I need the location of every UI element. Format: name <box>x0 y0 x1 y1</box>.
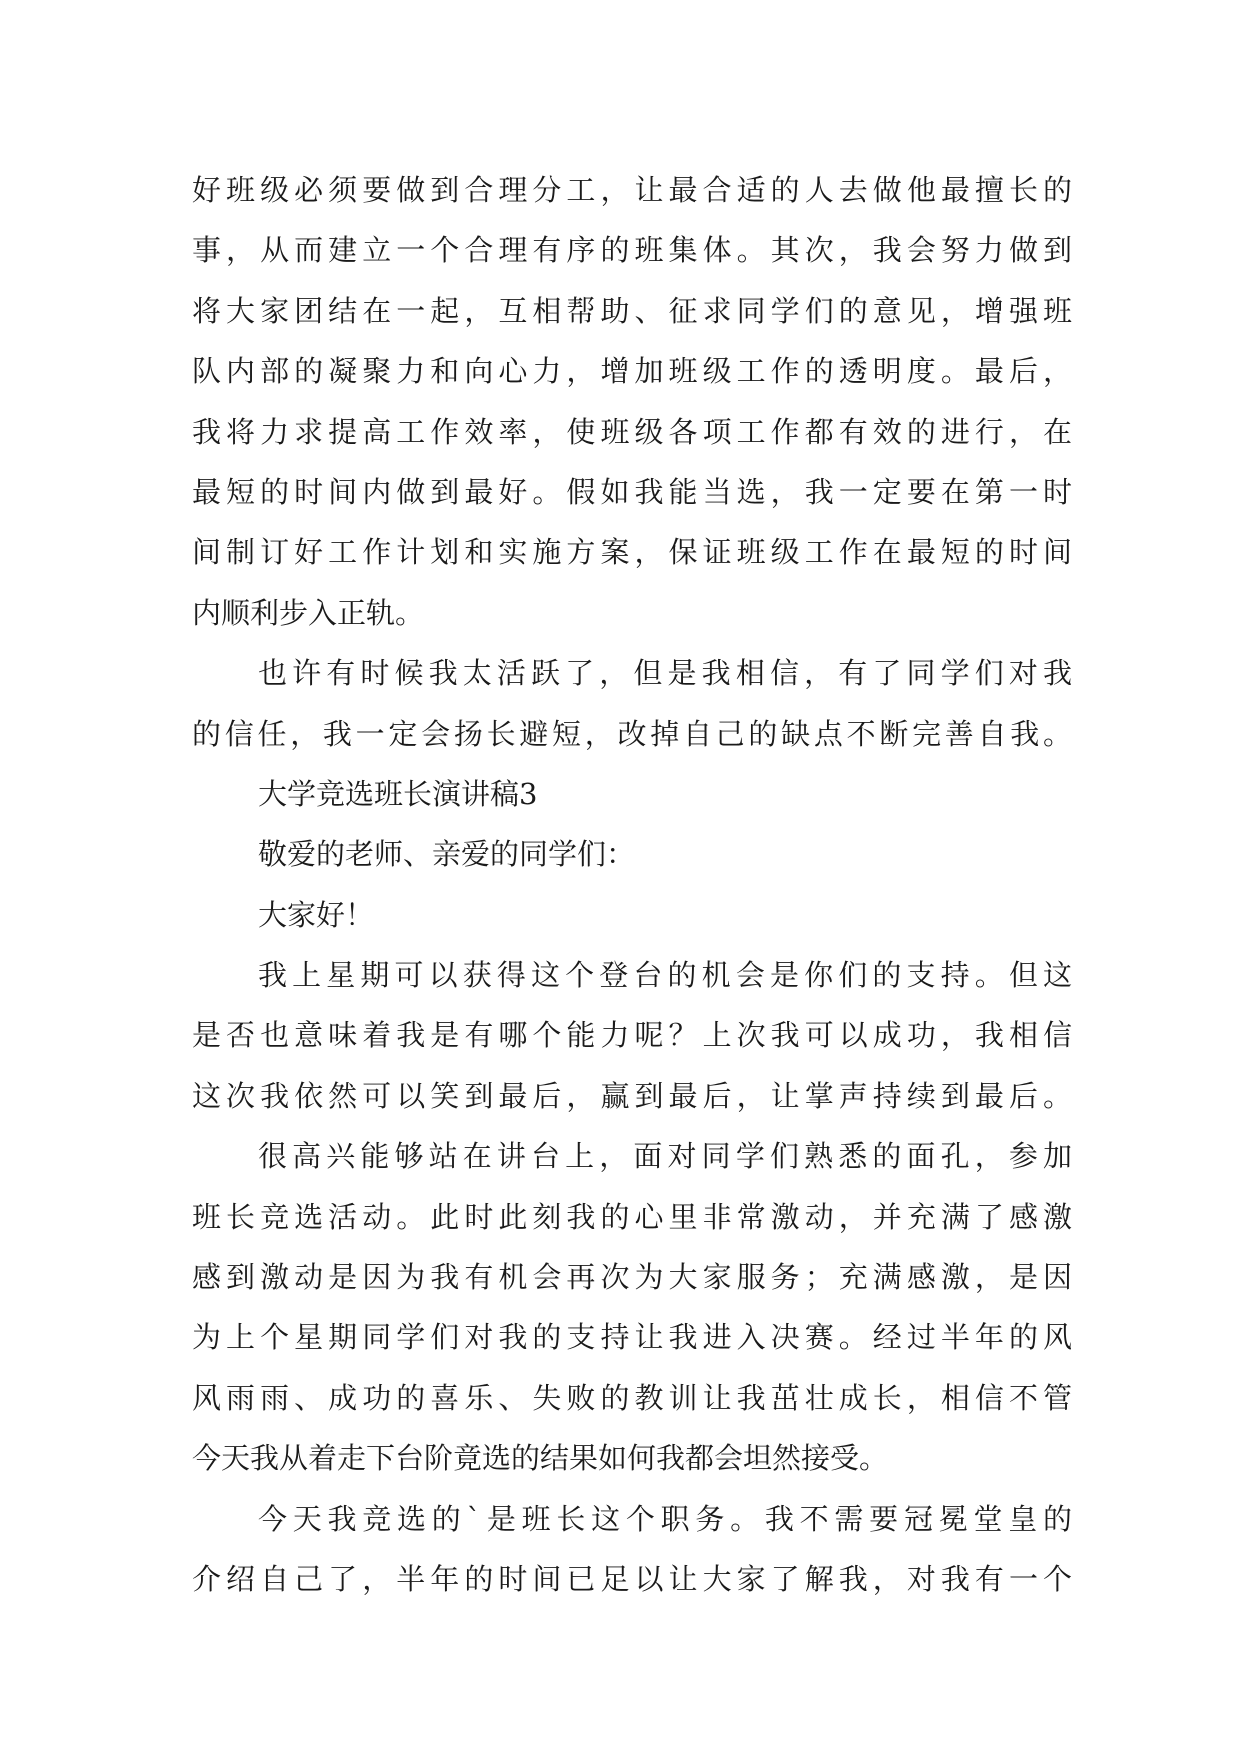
text-line: 好班级必须要做到合理分工，让最合适的人去做他最擅长的 <box>192 173 1072 207</box>
text-line: 大学竞选班长演讲稿3 <box>258 776 538 811</box>
text-line: 今天我竞选的`是班长这个职务。我不需要冠冕堂皇的 <box>258 1501 1072 1536</box>
text-line: 感到激动是因为我有机会再次为大家服务；充满感激，是因 <box>192 1260 1072 1295</box>
text-line: 很高兴能够站在讲台上，面对同学们熟悉的面孔，参加 <box>258 1139 1072 1174</box>
text-line: 队内部的凝聚力和向心力，增加班级工作的透明度。最后， <box>192 354 1072 389</box>
text-line: 这次我依然可以笑到最后，赢到最后，让掌声持续到最后。 <box>192 1078 1072 1113</box>
text-line: 我将力求提高工作效率，使班级各项工作都有效的进行，在 <box>192 414 1072 449</box>
document-body <box>192 160 1072 1609</box>
text-line: 为上个星期同学们对我的支持让我进入决赛。经过半年的风 <box>192 1320 1072 1355</box>
text-line: 大家好！ <box>258 897 375 932</box>
text-line: 也许有时候我太活跃了，但是我相信，有了同学们对我 <box>258 656 1072 691</box>
text-line: 风雨雨、成功的喜乐、失败的教训让我茁壮成长，相信不管 <box>192 1380 1072 1415</box>
text-line: 介绍自己了，半年的时间已足以让大家了解我，对我有一个 <box>192 1561 1072 1596</box>
text-line: 的信任，我一定会扬长避短，改掉自己的缺点不断完善自我。 <box>192 716 1072 751</box>
text-line: 是否也意味着我是有哪个能力呢？上次我可以成功，我相信 <box>192 1018 1072 1053</box>
text-line: 今天我从着走下台阶竟选的结果如何我都会坦然接受。 <box>192 1441 889 1476</box>
text-line: 内顺利步入正轨。 <box>192 595 425 630</box>
text-line: 最短的时间内做到最好。假如我能当选，我一定要在第一时 <box>192 474 1072 509</box>
text-line: 事，从而建立一个合理有序的班集体。其次，我会努力做到 <box>192 233 1072 268</box>
text-line: 敬爱的老师、亲爱的同学们： <box>258 837 636 872</box>
text-line: 我上星期可以获得这个登台的机会是你们的支持。但这 <box>258 958 1072 993</box>
text-line: 班长竞选活动。此时此刻我的心里非常激动，并充满了感激 <box>192 1199 1072 1234</box>
text-line: 将大家团结在一起，互相帮助、征求同学们的意见，增强班 <box>192 293 1072 328</box>
text-line: 间制订好工作计划和实施方案，保证班级工作在最短的时间 <box>192 535 1072 570</box>
